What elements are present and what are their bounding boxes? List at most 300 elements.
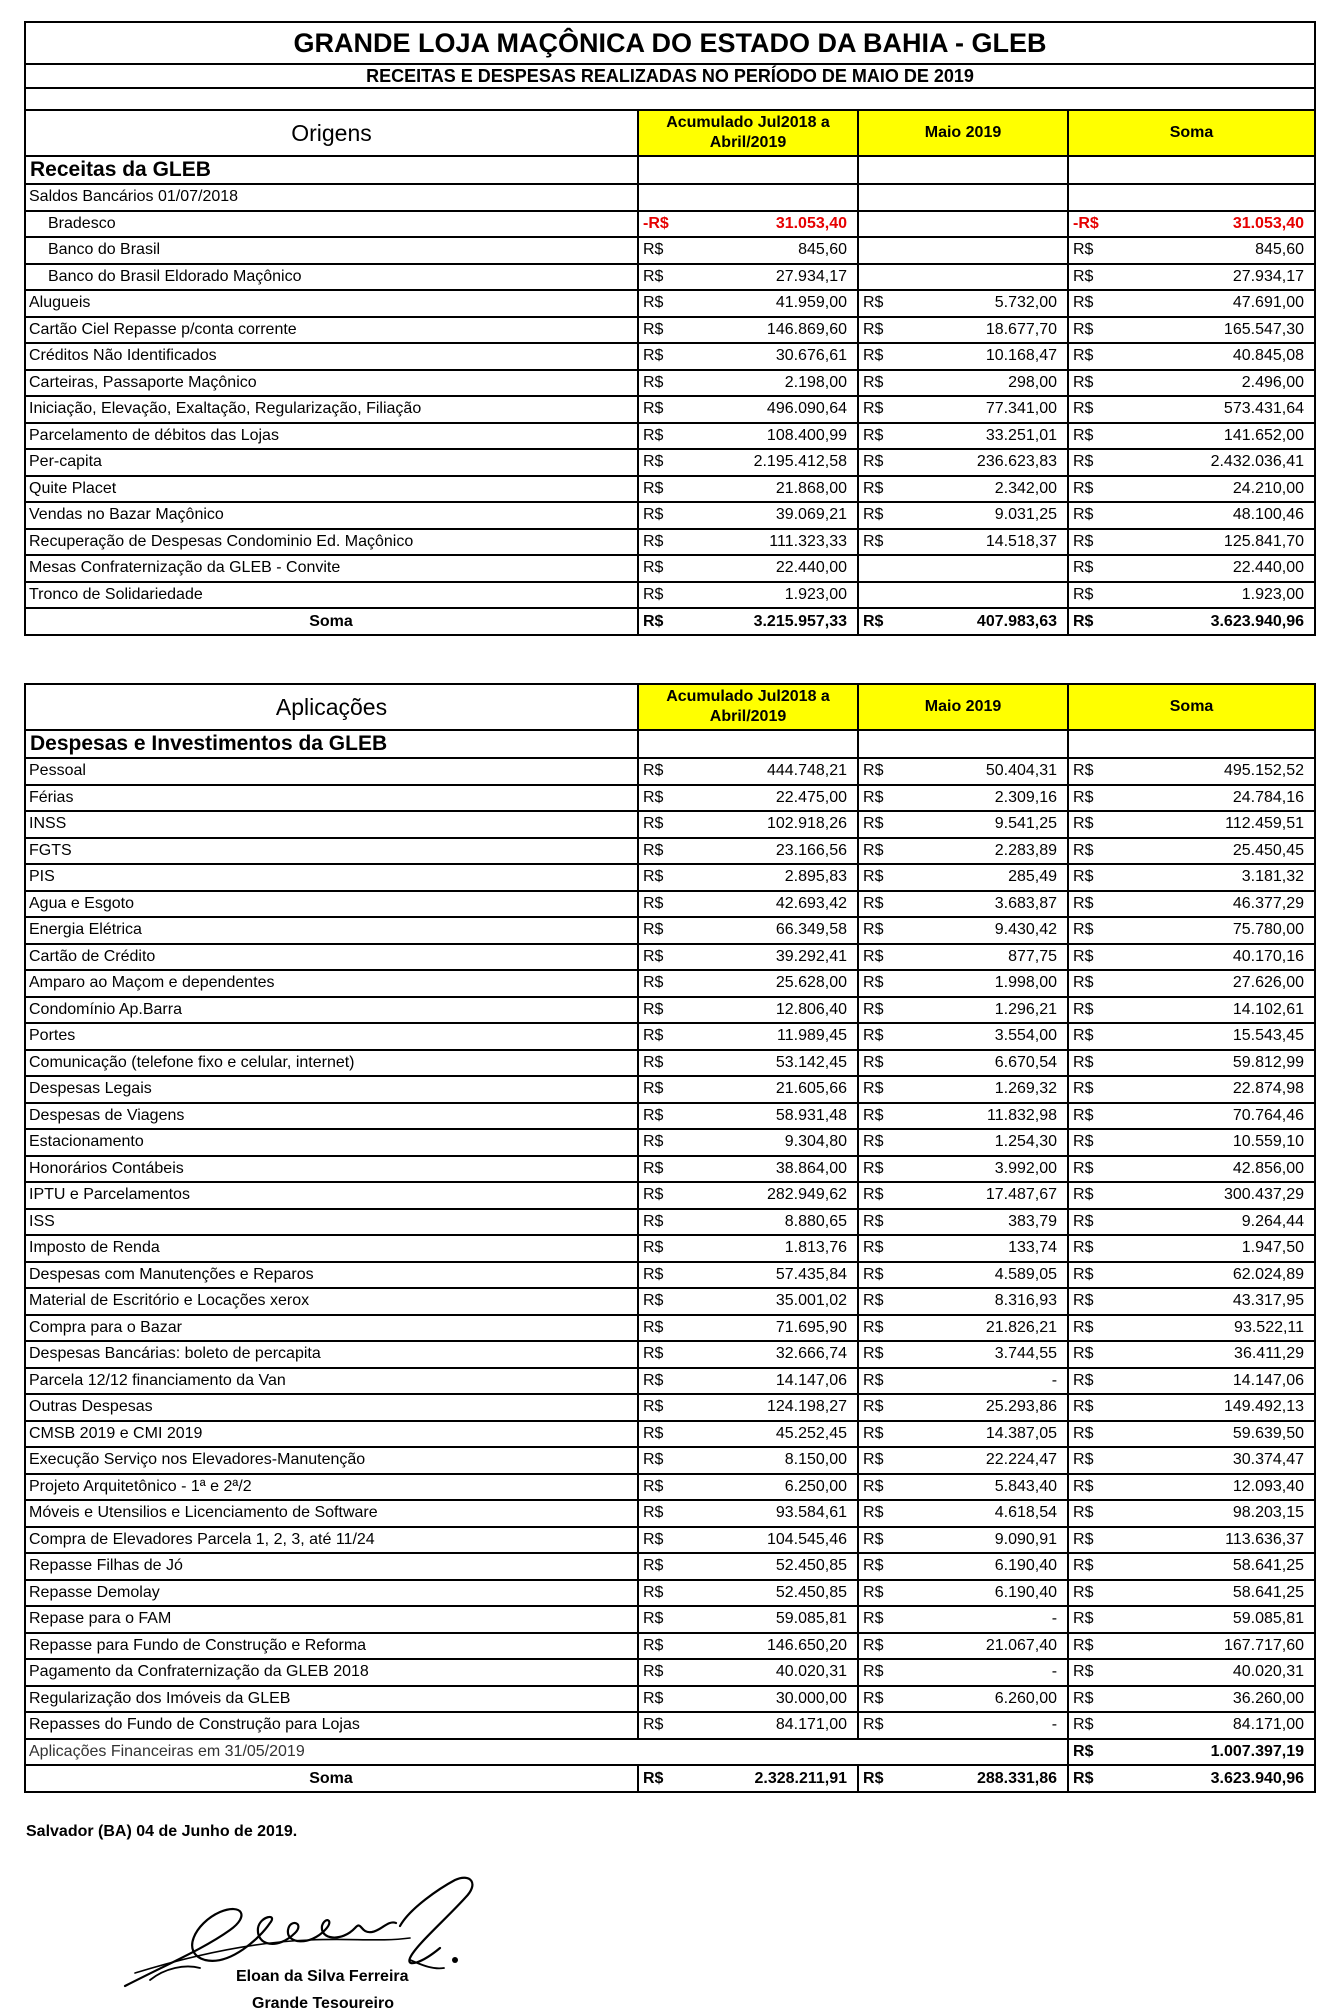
row-label: Férias [25, 785, 638, 812]
value-month: 9.031,25 [900, 502, 1068, 529]
value-month [900, 555, 1068, 582]
currency-symbol: R$ [638, 1076, 694, 1103]
value-sum: 46.377,29 [1114, 891, 1315, 918]
value-sum: 27.934,17 [1114, 264, 1315, 291]
value-accum: 104.545,46 [694, 1527, 858, 1554]
currency-symbol: R$ [1068, 1076, 1114, 1103]
currency-symbol: R$ [1068, 1156, 1114, 1183]
table-row [25, 1421, 1315, 1448]
currency-symbol: R$ [1068, 1050, 1114, 1077]
table-row [25, 1447, 1315, 1474]
value-accum: 146.869,60 [694, 317, 858, 344]
table-row [25, 396, 1315, 423]
currency-symbol: R$ [858, 476, 900, 503]
value-accum: 71.695,90 [694, 1315, 858, 1342]
table-row [25, 838, 1315, 865]
currency-symbol: R$ [1068, 944, 1114, 971]
currency-symbol: R$ [638, 317, 694, 344]
currency-symbol: R$ [1068, 502, 1114, 529]
blank-cell [638, 156, 858, 184]
row-label: PIS [25, 864, 638, 891]
financial-applications-value: 1.007.397,19 [1114, 1739, 1315, 1766]
despesas-table [24, 683, 1316, 1793]
value-accum: 42.693,42 [694, 891, 858, 918]
table-row [25, 1235, 1315, 1262]
value-month: - [900, 1368, 1068, 1395]
currency-symbol: R$ [638, 1209, 694, 1236]
value-accum: 39.292,41 [694, 944, 858, 971]
receitas-total-month: 407.983,63 [900, 608, 1068, 635]
receitas-total-label: Soma [25, 608, 638, 635]
value-month: - [900, 1659, 1068, 1686]
currency-symbol: R$ [638, 1103, 694, 1130]
value-month: 9.541,25 [900, 811, 1068, 838]
row-label: Honorários Contábeis [25, 1156, 638, 1183]
value-sum: 14.147,06 [1114, 1368, 1315, 1395]
currency-symbol: R$ [1068, 1315, 1114, 1342]
row-label: FGTS [25, 838, 638, 865]
table-row [25, 290, 1315, 317]
currency-symbol: R$ [638, 529, 694, 556]
row-label: Estacionamento [25, 1129, 638, 1156]
value-accum: 496.090,64 [694, 396, 858, 423]
despesas-total-accum: 2.328.211,91 [694, 1765, 858, 1792]
value-accum: 30.676,61 [694, 343, 858, 370]
col-month-header: Maio 2019 [858, 110, 1068, 156]
currency-symbol: R$ [1068, 811, 1114, 838]
currency-symbol: R$ [858, 423, 900, 450]
value-accum: 2.195.412,58 [694, 449, 858, 476]
row-label: Pessoal [25, 758, 638, 785]
value-month: 9.430,42 [900, 917, 1068, 944]
row-label: Vendas no Bazar Maçônico [25, 502, 638, 529]
currency-symbol: R$ [858, 758, 900, 785]
currency-symbol: R$ [638, 838, 694, 865]
currency-symbol: R$ [858, 608, 900, 635]
value-sum: 59.812,99 [1114, 1050, 1315, 1077]
currency-symbol: R$ [638, 1527, 694, 1554]
currency-symbol: R$ [1068, 1739, 1114, 1766]
currency-symbol: -R$ [1068, 211, 1114, 238]
value-accum: 14.147,06 [694, 1368, 858, 1395]
value-sum: 112.459,51 [1114, 811, 1315, 838]
blank-cell [858, 184, 1068, 211]
currency-symbol: R$ [858, 1527, 900, 1554]
blank-cell [858, 730, 1068, 758]
value-month: 22.224,47 [900, 1447, 1068, 1474]
value-month: 5.732,00 [900, 290, 1068, 317]
currency-symbol: R$ [858, 529, 900, 556]
value-accum: 31.053,40 [694, 211, 858, 238]
value-accum: 39.069,21 [694, 502, 858, 529]
blank-cell [858, 156, 1068, 184]
currency-symbol: R$ [858, 1182, 900, 1209]
currency-symbol: R$ [858, 970, 900, 997]
currency-symbol: R$ [1068, 1209, 1114, 1236]
table-row [25, 370, 1315, 397]
value-sum: 48.100,46 [1114, 502, 1315, 529]
value-accum: 38.864,00 [694, 1156, 858, 1183]
value-accum: 25.628,00 [694, 970, 858, 997]
currency-symbol: R$ [638, 1633, 694, 1660]
row-label: Iniciação, Elevação, Exaltação, Regularização, Filiação [25, 396, 638, 423]
currency-symbol: R$ [638, 1765, 694, 1792]
table-row [25, 970, 1315, 997]
currency-symbol: R$ [1068, 864, 1114, 891]
currency-symbol: R$ [1068, 1341, 1114, 1368]
table-row [25, 237, 1315, 264]
value-accum: 9.304,80 [694, 1129, 858, 1156]
currency-symbol: R$ [638, 582, 694, 609]
row-label: Repasse Filhas de Jó [25, 1553, 638, 1580]
value-accum: 40.020,31 [694, 1659, 858, 1686]
currency-symbol: R$ [858, 1474, 900, 1501]
value-month: 6.190,40 [900, 1553, 1068, 1580]
value-sum: 40.845,08 [1114, 343, 1315, 370]
currency-symbol: R$ [858, 1553, 900, 1580]
currency-symbol: R$ [638, 1686, 694, 1713]
currency-symbol: R$ [1068, 370, 1114, 397]
table-row [25, 944, 1315, 971]
value-sum: 25.450,45 [1114, 838, 1315, 865]
currency-symbol: R$ [858, 1235, 900, 1262]
row-label: Cartão Ciel Repasse p/conta corrente [25, 317, 638, 344]
table-row [25, 997, 1315, 1024]
currency-symbol [858, 582, 900, 609]
currency-symbol: R$ [638, 1288, 694, 1315]
currency-symbol: R$ [1068, 1103, 1114, 1130]
currency-symbol: R$ [858, 290, 900, 317]
value-sum: 27.626,00 [1114, 970, 1315, 997]
currency-symbol: R$ [638, 1050, 694, 1077]
table-row [25, 582, 1315, 609]
currency-symbol: R$ [638, 1474, 694, 1501]
report-subtitle: RECEITAS E DESPESAS REALIZADAS NO PERÍODO DE MAIO DE 2019 [25, 64, 1315, 88]
col-accum-header: Acumulado Jul2018 a Abril/2019 [638, 110, 858, 156]
currency-symbol: R$ [858, 917, 900, 944]
currency-symbol: R$ [858, 997, 900, 1024]
table-row [25, 529, 1315, 556]
row-label: Imposto de Renda [25, 1235, 638, 1262]
currency-symbol: R$ [638, 1156, 694, 1183]
value-month: 33.251,01 [900, 423, 1068, 450]
currency-symbol: R$ [1068, 555, 1114, 582]
section-origens: Origens [25, 110, 638, 156]
currency-symbol: R$ [638, 396, 694, 423]
table-row [25, 476, 1315, 503]
value-accum: 58.931,48 [694, 1103, 858, 1130]
value-sum: 3.181,32 [1114, 864, 1315, 891]
row-label: Portes [25, 1023, 638, 1050]
row-label: Comunicação (telefone fixo e celular, internet) [25, 1050, 638, 1077]
row-label: Per-capita [25, 449, 638, 476]
currency-symbol: R$ [638, 1023, 694, 1050]
value-month: 3.744,55 [900, 1341, 1068, 1368]
currency-symbol: R$ [638, 1394, 694, 1421]
currency-symbol: R$ [858, 1712, 900, 1739]
currency-symbol: R$ [858, 370, 900, 397]
value-sum: 495.152,52 [1114, 758, 1315, 785]
currency-symbol: R$ [638, 264, 694, 291]
value-accum: 22.440,00 [694, 555, 858, 582]
currency-symbol: R$ [638, 476, 694, 503]
value-sum: 1.923,00 [1114, 582, 1315, 609]
value-month: 236.623,83 [900, 449, 1068, 476]
currency-symbol: R$ [1068, 423, 1114, 450]
value-accum: 52.450,85 [694, 1580, 858, 1607]
value-sum: 36.260,00 [1114, 1686, 1315, 1713]
value-sum: 24.784,16 [1114, 785, 1315, 812]
currency-symbol: R$ [1068, 1580, 1114, 1607]
col-accum-header: Acumulado Jul2018 a Abril/2019 [638, 684, 858, 730]
currency-symbol: R$ [858, 1103, 900, 1130]
currency-symbol: R$ [638, 891, 694, 918]
currency-symbol: R$ [858, 1076, 900, 1103]
currency-symbol: R$ [858, 1394, 900, 1421]
currency-symbol: R$ [638, 758, 694, 785]
currency-symbol: R$ [858, 1500, 900, 1527]
row-label: Mesas Confraternização da GLEB - Convite [25, 555, 638, 582]
value-accum: 8.150,00 [694, 1447, 858, 1474]
value-sum: 70.764,46 [1114, 1103, 1315, 1130]
value-month: 2.309,16 [900, 785, 1068, 812]
col-sum-header: Soma [1068, 110, 1315, 156]
currency-symbol: R$ [1068, 317, 1114, 344]
currency-symbol: R$ [858, 1209, 900, 1236]
value-month [900, 582, 1068, 609]
value-accum: 84.171,00 [694, 1712, 858, 1739]
table-row [25, 1394, 1315, 1421]
row-label: INSS [25, 811, 638, 838]
currency-symbol: R$ [1068, 1394, 1114, 1421]
currency-symbol: R$ [638, 1659, 694, 1686]
row-label: Recuperação de Despesas Condominio Ed. Maçônico [25, 529, 638, 556]
table-row [25, 1023, 1315, 1050]
currency-symbol: R$ [858, 1659, 900, 1686]
currency-symbol: R$ [1068, 917, 1114, 944]
value-month [900, 211, 1068, 238]
value-sum: 300.437,29 [1114, 1182, 1315, 1209]
value-month: 1.254,30 [900, 1129, 1068, 1156]
currency-symbol: R$ [858, 1447, 900, 1474]
table-row [25, 1076, 1315, 1103]
value-month: - [900, 1712, 1068, 1739]
currency-symbol: R$ [1068, 1606, 1114, 1633]
currency-symbol: R$ [638, 1447, 694, 1474]
value-accum: 57.435,84 [694, 1262, 858, 1289]
value-sum: 12.093,40 [1114, 1474, 1315, 1501]
currency-symbol: R$ [1068, 529, 1114, 556]
currency-symbol: R$ [1068, 1182, 1114, 1209]
row-label: Outras Despesas [25, 1394, 638, 1421]
value-accum: 22.475,00 [694, 785, 858, 812]
currency-symbol: R$ [1068, 1686, 1114, 1713]
row-label: Parcelamento de débitos das Lojas [25, 423, 638, 450]
currency-symbol: R$ [858, 1156, 900, 1183]
value-sum: 22.874,98 [1114, 1076, 1315, 1103]
value-accum: 282.949,62 [694, 1182, 858, 1209]
value-month: 3.554,00 [900, 1023, 1068, 1050]
value-month: 10.168,47 [900, 343, 1068, 370]
currency-symbol: R$ [858, 891, 900, 918]
row-label: Execução Serviço nos Elevadores-Manutenção [25, 1447, 638, 1474]
table-row [25, 1633, 1315, 1660]
table-row [25, 1368, 1315, 1395]
currency-symbol: R$ [858, 1633, 900, 1660]
currency-symbol: R$ [638, 555, 694, 582]
currency-symbol: R$ [638, 1315, 694, 1342]
currency-symbol: R$ [1068, 290, 1114, 317]
value-month: 1.998,00 [900, 970, 1068, 997]
table-row [25, 1156, 1315, 1183]
value-accum: 1.813,76 [694, 1235, 858, 1262]
currency-symbol: R$ [638, 370, 694, 397]
section-aplicacoes: Aplicações [25, 684, 638, 730]
value-month: 25.293,86 [900, 1394, 1068, 1421]
value-month: 8.316,93 [900, 1288, 1068, 1315]
row-label: Alugueis [25, 290, 638, 317]
table-row [25, 785, 1315, 812]
value-accum: 146.650,20 [694, 1633, 858, 1660]
value-month: 383,79 [900, 1209, 1068, 1236]
value-accum: 102.918,26 [694, 811, 858, 838]
table-row [25, 758, 1315, 785]
row-label: Banco do Brasil [25, 237, 638, 264]
currency-symbol: R$ [1068, 1527, 1114, 1554]
value-month: 3.992,00 [900, 1156, 1068, 1183]
currency-symbol: R$ [1068, 1553, 1114, 1580]
currency-symbol: R$ [638, 785, 694, 812]
table-row [25, 211, 1315, 238]
currency-symbol: R$ [1068, 1023, 1114, 1050]
currency-symbol: R$ [638, 864, 694, 891]
currency-symbol: R$ [1068, 1129, 1114, 1156]
table-row [25, 502, 1315, 529]
table-row [25, 1553, 1315, 1580]
table-row [25, 891, 1315, 918]
value-accum: 35.001,02 [694, 1288, 858, 1315]
value-accum: 11.989,45 [694, 1023, 858, 1050]
table-row [25, 264, 1315, 291]
value-month: 285,49 [900, 864, 1068, 891]
value-sum: 2.432.036,41 [1114, 449, 1315, 476]
value-accum: 6.250,00 [694, 1474, 858, 1501]
currency-symbol: R$ [638, 423, 694, 450]
value-accum: 59.085,81 [694, 1606, 858, 1633]
signer-role: Grande Tesoureiro [252, 1995, 394, 2012]
table-row [25, 1606, 1315, 1633]
row-label: Amparo ao Maçom e dependentes [25, 970, 638, 997]
currency-symbol: R$ [638, 1368, 694, 1395]
value-month: 14.518,37 [900, 529, 1068, 556]
blank-cell [1068, 184, 1315, 211]
table-row [25, 1288, 1315, 1315]
currency-symbol: R$ [1068, 1447, 1114, 1474]
currency-symbol: R$ [1068, 1659, 1114, 1686]
currency-symbol: R$ [858, 1315, 900, 1342]
value-month: 1.269,32 [900, 1076, 1068, 1103]
currency-symbol: R$ [1068, 785, 1114, 812]
table-row [25, 1580, 1315, 1607]
row-label: Despesas de Viagens [25, 1103, 638, 1130]
currency-symbol: R$ [638, 502, 694, 529]
table-row [25, 1712, 1315, 1739]
row-label: Créditos Não Identificados [25, 343, 638, 370]
value-sum: 125.841,70 [1114, 529, 1315, 556]
despesas-total-label: Soma [25, 1765, 638, 1792]
currency-symbol: R$ [638, 1606, 694, 1633]
currency-symbol: R$ [1068, 1474, 1114, 1501]
value-accum: 444.748,21 [694, 758, 858, 785]
table-row [25, 1341, 1315, 1368]
value-month: 50.404,31 [900, 758, 1068, 785]
currency-symbol: R$ [1068, 1288, 1114, 1315]
table-row [25, 1209, 1315, 1236]
currency-symbol: R$ [858, 1023, 900, 1050]
subsection-receitas: Receitas da GLEB [25, 156, 638, 184]
value-sum: 22.440,00 [1114, 555, 1315, 582]
currency-symbol: R$ [638, 944, 694, 971]
value-month: 298,00 [900, 370, 1068, 397]
subsection-despesas: Despesas e Investimentos da GLEB [25, 730, 638, 758]
table-row [25, 1659, 1315, 1686]
row-label: Compra de Elevadores Parcela 1, 2, 3, até 11/24 [25, 1527, 638, 1554]
currency-symbol: R$ [1068, 1765, 1114, 1792]
value-month: 4.589,05 [900, 1262, 1068, 1289]
currency-symbol: R$ [858, 1368, 900, 1395]
blank-cell [1068, 730, 1315, 758]
value-accum: 32.666,74 [694, 1341, 858, 1368]
value-accum: 93.584,61 [694, 1500, 858, 1527]
table-row [25, 1262, 1315, 1289]
value-month: 133,74 [900, 1235, 1068, 1262]
value-sum: 30.374,47 [1114, 1447, 1315, 1474]
currency-symbol: -R$ [638, 211, 694, 238]
table-row [25, 1129, 1315, 1156]
currency-symbol: R$ [858, 1050, 900, 1077]
value-month: 1.296,21 [900, 997, 1068, 1024]
value-sum: 58.641,25 [1114, 1580, 1315, 1607]
row-label: Projeto Arquitetônico - 1ª e 2ª/2 [25, 1474, 638, 1501]
table-row [25, 1050, 1315, 1077]
blank-cell [638, 730, 858, 758]
currency-symbol: R$ [858, 864, 900, 891]
currency-symbol: R$ [858, 1765, 900, 1792]
currency-symbol: R$ [1068, 237, 1114, 264]
row-label: Repase para o FAM [25, 1606, 638, 1633]
value-accum: 41.959,00 [694, 290, 858, 317]
row-label: Banco do Brasil Eldorado Maçônico [25, 264, 638, 291]
value-sum: 47.691,00 [1114, 290, 1315, 317]
value-accum: 21.868,00 [694, 476, 858, 503]
currency-symbol: R$ [638, 970, 694, 997]
currency-symbol: R$ [638, 917, 694, 944]
currency-symbol: R$ [1068, 1368, 1114, 1395]
financial-applications-label: Aplicações Financeiras em 31/05/2019 [25, 1739, 1068, 1766]
currency-symbol: R$ [1068, 838, 1114, 865]
value-sum: 24.210,00 [1114, 476, 1315, 503]
row-label: Energia Elétrica [25, 917, 638, 944]
table-row [25, 1182, 1315, 1209]
currency-symbol: R$ [638, 237, 694, 264]
value-month: - [900, 1606, 1068, 1633]
value-accum: 2.198,00 [694, 370, 858, 397]
currency-symbol: R$ [1068, 449, 1114, 476]
value-sum: 573.431,64 [1114, 396, 1315, 423]
signature-image [110, 1868, 570, 2008]
value-sum: 141.652,00 [1114, 423, 1315, 450]
row-label: Repasse Demolay [25, 1580, 638, 1607]
